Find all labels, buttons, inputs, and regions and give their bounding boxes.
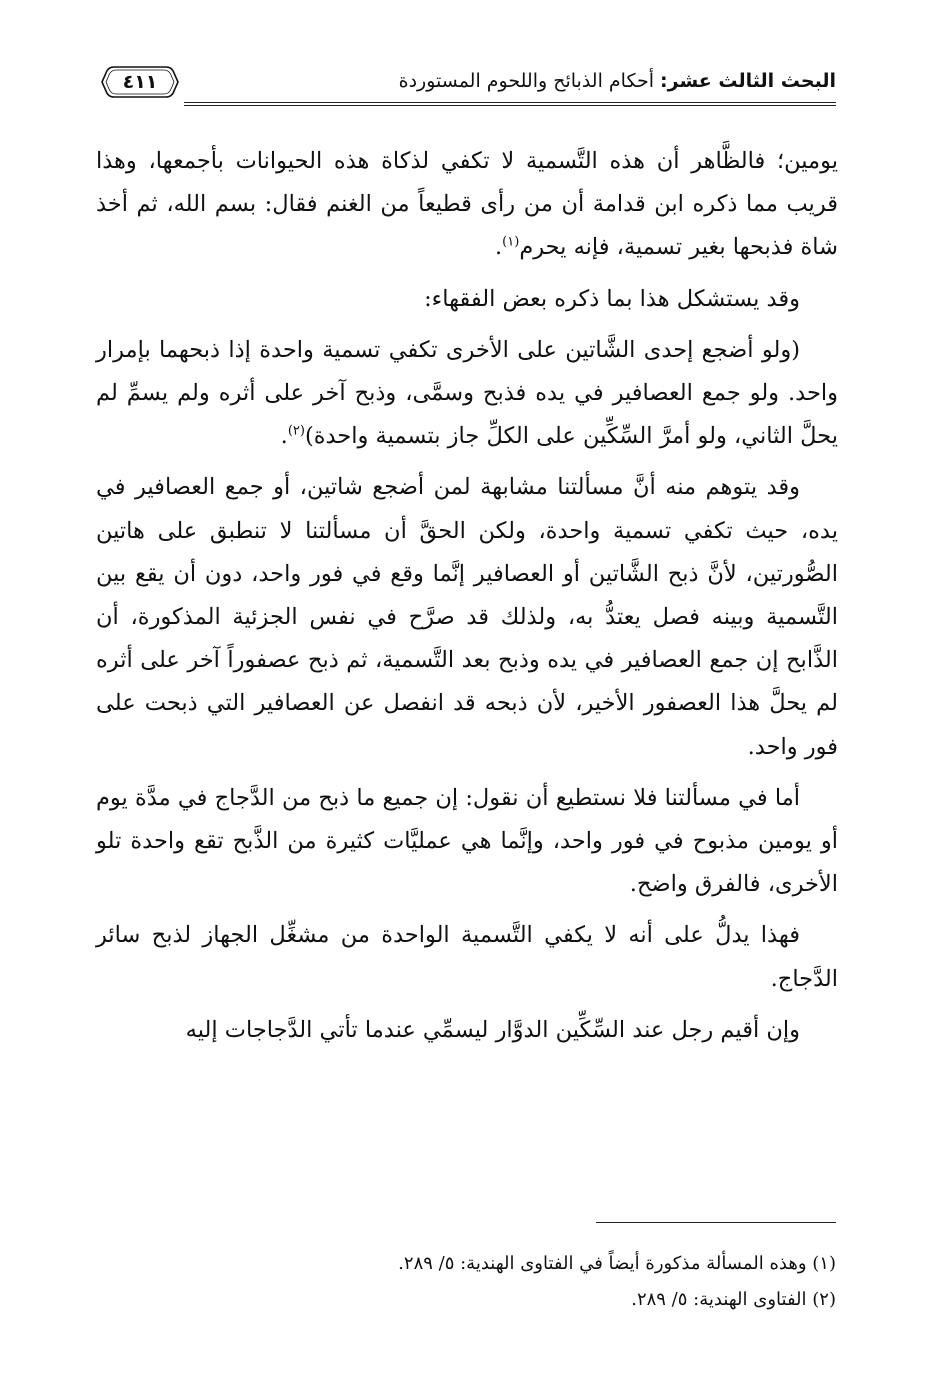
paragraph-text: (ولو أضجع إحدى الشَّاتين على الأخرى تكفي تسمية واحدة إذا ذبحهما بإمرار واحد. ولو جمع العصافير في يده فذبح وسمَّى، وذبح آخر على أثره ولم يسمِّ لم يحلَّ الثاني، ولو أمرَّ السِّكِّين على الكلِّ جاز بتسمية واحدة) — [96, 336, 838, 450]
footnote-separator — [596, 1222, 836, 1223]
page-number-frame — [100, 64, 180, 100]
header-rule — [184, 102, 836, 106]
body-text — [96, 140, 838, 1060]
running-title — [399, 70, 836, 92]
footnote-reference[interactable]: (١) — [502, 234, 520, 250]
running-title-main: البحث الثالث عشر: — [660, 70, 836, 92]
paragraph-text: وقد يتوهم منه أنَّ مسألتنا مشابهة لمن أضجع شاتين، أو جمع العصافير في يده، حيث تكفي تسمية واحدة، ولكن الحقَّ أن مسألتنا لا تنطبق على هاتين الصُّورتين، لأنَّ ذبح الشَّاتين أو العصافير إنَّما وقع في فور واحد، دون أن يقع بين التَّسمية وبينه فصل يعتدُّ به، ولذلك قد صرَّح في نفس الجزئية المذكورة، أن الذَّابح إن جمع العصافير في يده وذبح بعد التَّسمية، ثم ذبح عصفوراً آخر على أثره لم يحلَّ هذا العصفور الأخير، لأن ذبحه قد انفصل عن العصافير التي ذبحت على فور واحد. — [96, 474, 838, 760]
footnote: (١) وهذه المسألة مذكورة أيضاً في الفتاوى الهندية: ٥/ ٢٨٩. — [398, 1253, 836, 1274]
paragraph — [96, 1009, 838, 1052]
paragraph — [96, 329, 838, 459]
paragraph — [96, 466, 838, 768]
paragraph-text: أما في مسألتنا فلا نستطيع أن نقول: إن جميع ما ذبح من الدَّجاج في مدَّة يوم أو يومين مذبوح في فور واحد، وإنَّما هي عمليَّات كثيرة من الذَّبح تقع واحدة تلو الأخرى، فالفرق واضح. — [96, 784, 838, 898]
paragraph-text: فهذا يدلُّ على أنه لا يكفي التَّسمية الواحدة من مشغِّل الجهاز لذبح سائر الدَّجاج. — [96, 922, 838, 992]
paragraph-tail: . — [280, 423, 288, 450]
paragraph-text: يومين؛ فالظَّاهر أن هذه التَّسمية لا تكفي لذكاة هذه الحيوانات بأجمعها، وهذا قريب مما ذكره ابن قدامة أن من رأى قطيعاً من الغنم فقال: بسم الله، ثم أخذ شاة فذبحها بغير تسمية، فإنه يحرم — [96, 148, 838, 261]
paragraph-tail: . — [495, 234, 503, 261]
paragraph — [96, 278, 838, 321]
footnote-reference[interactable]: (٢) — [287, 423, 305, 439]
page-header — [96, 62, 836, 106]
footnote: (٢) الفتاوى الهندية: ٥/ ٢٨٩. — [631, 1289, 836, 1310]
paragraph-text: وقد يستشكل هذا بما ذكره بعض الفقهاء: — [424, 285, 800, 312]
footnotes — [96, 1246, 836, 1318]
running-title-sub: أحكام الذبائح واللحوم المستوردة — [398, 70, 661, 92]
paragraph — [96, 914, 838, 1000]
paragraph — [96, 777, 838, 907]
paragraph — [96, 140, 838, 270]
page-number: ٤١١ — [122, 71, 158, 93]
paragraph-text: وإن أقيم رجل عند السِّكِّين الدوَّار ليسمِّي عندما تأتي الدَّجاجات إليه — [185, 1016, 800, 1043]
